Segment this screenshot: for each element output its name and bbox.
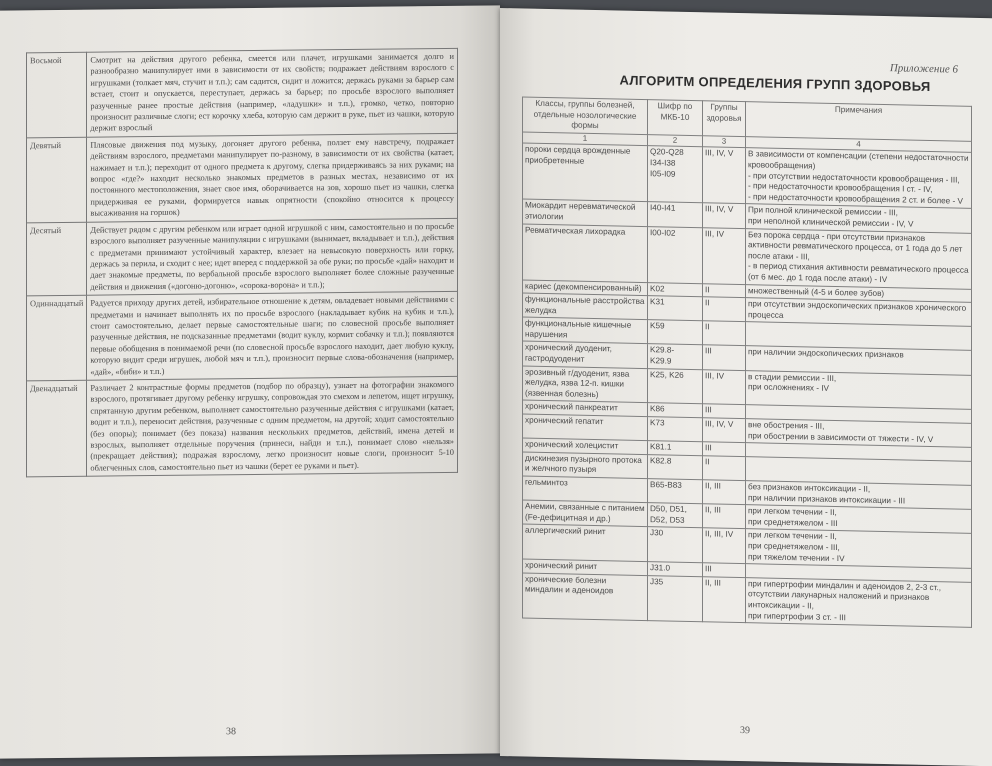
health-groups: II, III, IV: [703, 528, 746, 564]
header-notes: Примечания: [746, 102, 972, 142]
disease-name: эрозивный г/дуоденит, язва желудка, язва 12-п. кишки (язвенная болезнь): [523, 366, 648, 403]
icd-code: Q20-Q28 I34-I38 I05-I09: [648, 146, 703, 203]
disease-name: Ревматическая лихорадка: [523, 224, 648, 283]
header-disease: Классы, группы болезней, отдельные нозологические формы: [523, 97, 648, 134]
notes: При полной клинической ремиссии - III, при неполной клинической ремиссии - IV, V: [746, 204, 972, 233]
icd-code: K86: [648, 403, 703, 418]
health-groups: III: [703, 442, 746, 456]
health-groups: II: [703, 283, 746, 297]
disease-name: гельминтоз: [523, 476, 648, 503]
disease-name: хронический ринит: [523, 559, 648, 575]
table-row: [523, 143, 972, 208]
header-number: 4: [746, 136, 972, 152]
header-groups: Группы здоровья: [703, 101, 746, 137]
health-groups: III, IV, V: [703, 203, 746, 228]
icd-code: J31.0: [648, 562, 703, 577]
disease-name: кариес (декомпенсированный): [523, 279, 648, 295]
disease-name: хронический холецистит: [523, 438, 648, 454]
health-groups-table: [522, 96, 972, 628]
month-label: Двенадцатый: [27, 380, 87, 477]
health-groups: III, IV, V: [703, 147, 746, 204]
table-row: [523, 573, 972, 628]
table-row: [27, 376, 458, 477]
table-row: [27, 48, 458, 137]
disease-name: хронический панкреатит: [523, 400, 648, 416]
notes: при отсутствии эндоскопических признаков хронического процесса: [746, 298, 972, 327]
development-table: [26, 48, 458, 478]
header-code: Шифр по МКБ-10: [648, 100, 703, 136]
notes: Без порока сердца - при отсутствии признаков активности ревматического процесса, от 1 года до 5 лет после атаки - III, - в период стихания активности ревматического процесса (от 6 мес. до 1 года после атаки) - IV: [746, 228, 972, 289]
health-groups: II, III: [703, 576, 746, 622]
development-description: Радуется приходу других детей, избирательное отношение к детям, овладевает новыми действиями с предметами и начинает выполнять их по просьбе взрослого (накладывает кубик на кубик и т.п.), стоит самостоятельно, делает первые самостоятельные шаги; по словесной просьбе выполняет разученные действия, не подсказанные предметами (водит куклу, кормит собачку и т.п.); появляются первые обобщения в понимаемой речи (по словесной просьбе взрослого находит, дает любую куклу, которую видит среди игрушек, любой мяч и т.п.), произносит первые слова-обозначения (например, «дай», «биби» и т.п.): [87, 291, 458, 380]
health-groups: III, IV, V: [703, 418, 746, 443]
development-description: Действует рядом с другим ребенком или играет одной игрушкой с ним, самостоятельно и по просьбе взрослого выполняет разученные манипуляции с игрушками (вынимает, вкладывает и т.п.), действия с предметами принимают устойчивый характер, влезает на невысокую поверхность или горку, держась за перила, и сходит с нее; идет вперед с поддержкой за обе руки; по просьбе «дай» находит и дает знакомые предметы, по вербальной просьбе взрослого выполняет более сложные разученные действия и движения («догоню-догоню», «сорока-ворона» и т.п.);: [87, 218, 458, 295]
notes: в стадии ремиссии - III, при осложнениях - IV: [746, 370, 972, 410]
header-number: 2: [648, 134, 703, 147]
disease-name: аллергический ринит: [523, 524, 648, 561]
page-number-left: 38: [226, 726, 236, 738]
development-description: Плясовые движения под музыку, догоняет другого ребенка, ползет ему навстречу, подражает действиям взрослого, предметами манипулирует по-разному, в зависимости от их свойства (катает, нажимает и т.п.); переходит от одного предмета к другому, слегка придерживаясь за них руками; на вопрос «где?» находит несколько знакомых предметов в разных местах, независимо от их постоянного местоположения, знает свое имя, оборачивается на зов, хорошо пьет из чашки, слегка придерживая ее руками, формируется навык опрятности (спокойно относится к процессу высаживания на горшок): [87, 133, 458, 222]
month-label: Одиннадцатый: [27, 295, 87, 380]
icd-code: D50, D51, D52, D53: [648, 503, 703, 528]
notes: множественный (4-5 и более зубов): [746, 284, 972, 302]
notes: при легком течении - II, при среднетяжелом - III: [746, 505, 972, 534]
notes: В зависимости от компенсации (степени недостаточности кровообращения) - при отсутствии недостаточности кровообращения - III, - при недостаточности кровообращения I ст. - IV, - при недостаточности кровообращения 2 ст. и более - V: [746, 148, 972, 209]
icd-code: J30: [648, 527, 703, 563]
development-description: Смотрит на действия другого ребенка, смеется или плачет, игрушками занимается долго и разнообразно манипулирует ими в зависимости от их свойств; подражает действиям взрослого с игрушками (толкает мяч, стучит и т.п.); сам садится, сидит и ложится; держась руками за барьер сам встает, стоит и опускается, переступает, держась за барьер; по просьбе взрослого выполняет разученные ранее простые действия (например, «ладушки» и т.п.), громко, четко, повторно произносит различные слоги; ест корочку хлеба, которую сам держит в руке, пьет из чашки, которую держит взрослый: [87, 48, 458, 137]
notes: при легком течении - II, при среднетяжелом - III, при тяжелом течении - IV: [746, 529, 972, 569]
icd-code: K81.1: [648, 441, 703, 456]
header-number: 1: [523, 132, 648, 146]
health-groups: III, IV: [703, 227, 746, 284]
month-label: Десятый: [27, 222, 87, 296]
header-number: 3: [703, 136, 746, 148]
health-groups: II, III: [703, 480, 746, 505]
table-row: [27, 218, 458, 296]
notes: при гипертрофии миндалин и аденоидов 2, 2-3 ст., отсутствии лакунарных наложений и признаков интоксикации - II, при гипертрофии 3 ст. - III: [746, 577, 972, 627]
disease-name: функциональные кишечные нарушения: [523, 317, 648, 344]
notes: без признаков интоксикации - II, при наличии признаков интоксикации - III: [746, 481, 972, 510]
disease-name: пороки сердца врожденные приобретенные: [523, 143, 648, 202]
left-page: [0, 5, 500, 758]
page-number-right: 39: [740, 725, 750, 737]
appendix-label: Приложение 6: [889, 62, 958, 76]
notes: при наличии эндоскопических признаков: [746, 346, 972, 375]
health-groups: II: [703, 297, 746, 322]
table-row: [27, 291, 458, 380]
health-groups: III: [703, 563, 746, 577]
health-groups: III, IV: [703, 369, 746, 405]
icd-code: K29.8- K29.9: [648, 344, 703, 369]
health-groups: II: [703, 456, 746, 481]
month-label: Восьмой: [27, 52, 87, 137]
right-page: [500, 8, 992, 766]
icd-code: K25, K26: [648, 368, 703, 404]
icd-code: K73: [648, 417, 703, 442]
health-groups: II, III: [703, 504, 746, 529]
icd-code: B65-B83: [648, 479, 703, 504]
icd-code: K82.8: [648, 454, 703, 479]
disease-name: хронический дуоденит, гастродуоденит: [523, 341, 648, 368]
development-description: Различает 2 контрастные формы предметов (подбор по образцу), узнает на фотографии знакомого взрослого, протягивает другому ребенку игрушку, сопровождая это смехом и лепетом, ищет игрушку, спрятанную другим ребенком, выполняет самостоятельно разученные действия с игрушками (катает, водит и т.п.), переносит действия, разученные с одним предметом, на другой; ходит самостоятельно (без опоры); понимает (без показа) названия нескольких предметов, действий, имена детей и взрослых, выполняет отдельные поручения (принеси, найди и т.п.), понимает слово «нельзя» (прекращает действия); подражая взрослому, легко произносит новые слоги, произносит 5-10 облегченных слов, самостоятельно пьет из чашки (берет ее руками и пьет).: [87, 376, 458, 476]
disease-name: Миокардит неревматической этиологии: [523, 199, 648, 226]
icd-code: I40-I41: [648, 202, 703, 227]
disease-name: Анемии, связанные с питанием (Fe-дефицитная и др.): [523, 500, 648, 527]
icd-code: I00-I02: [648, 226, 703, 283]
health-groups: II: [703, 321, 746, 346]
icd-code: K31: [648, 296, 703, 321]
page-title: АЛГОРИТМ ОПРЕДЕЛЕНИЯ ГРУПП ЗДОРОВЬЯ: [619, 72, 931, 95]
health-groups: III: [703, 404, 746, 418]
icd-code: J35: [648, 575, 703, 622]
table-row: [523, 224, 972, 289]
disease-name: хронический гепатит: [523, 414, 648, 441]
health-groups: III: [703, 345, 746, 370]
disease-name: дискинезия пузырного протока и желчного пузыря: [523, 452, 648, 479]
disease-name: хронические болезни миндалин и аденоидов: [523, 573, 648, 621]
icd-code: K02: [648, 282, 703, 297]
disease-name: функциональные расстройства желудка: [523, 293, 648, 320]
notes: вне обострения - III, при обострении в зависимости от тяжести - IV, V: [746, 419, 972, 448]
icd-code: K59: [648, 320, 703, 345]
month-label: Девятый: [27, 137, 87, 222]
table-row: [27, 133, 458, 222]
